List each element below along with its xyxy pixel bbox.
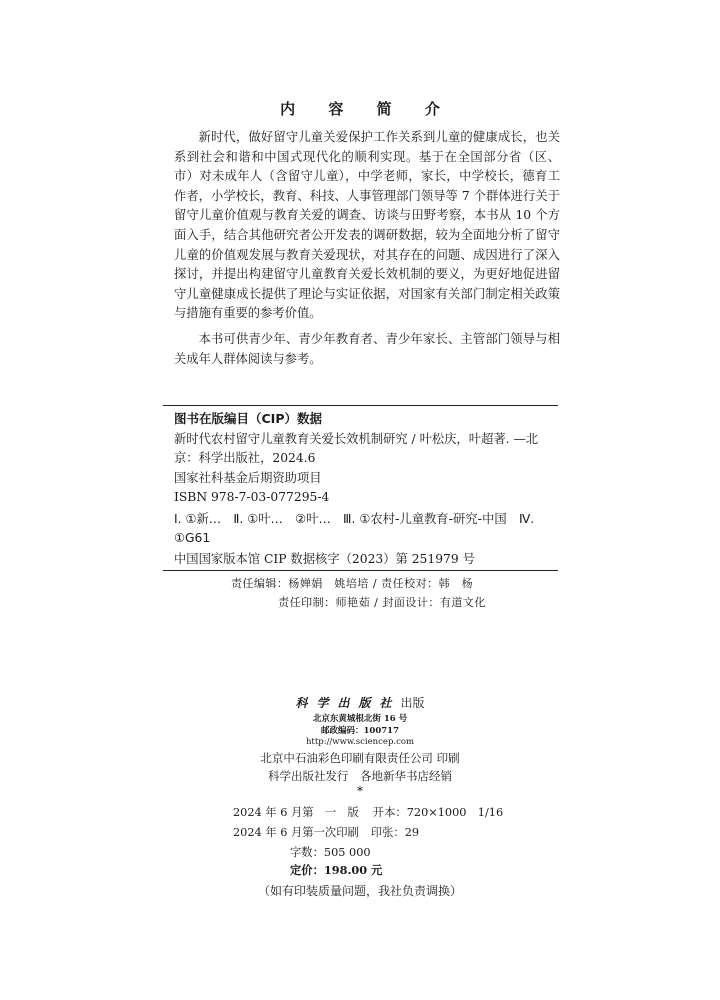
intro-paragraph-1 <box>174 128 560 324</box>
cip-top-rule <box>163 405 558 406</box>
postal-code: 邮政编码：100717 <box>321 726 399 736</box>
cip-isbn-line: ISBN 978-7-03-077295-4 <box>174 490 330 505</box>
cip-title-line: 新时代农村留守儿童教育关爱长效机制研究 / 叶松庆，叶超著. —北京：科学出版社，2024.6 <box>174 432 539 466</box>
editor-credits: 责任编辑：杨婵娟 姚培培 / 责任校对：韩 杨 <box>230 577 474 590</box>
publisher-address: 北京东黄城根北街 16 号 <box>312 714 408 724</box>
printing-line <box>233 824 431 840</box>
cip-bottom-rule <box>163 570 558 571</box>
intro-paragraph-2 <box>174 330 560 369</box>
edition-date: 2024 年 6 月第 一 版 <box>233 806 359 819</box>
intro-title: 内 容 简 介 <box>280 100 454 118</box>
cip-heading: 图书在版编目（CIP）数据 <box>174 411 322 426</box>
edition-line <box>233 804 517 820</box>
publisher-suffix: 出版 <box>400 696 425 710</box>
production-credits: 责任印制：师艳茹 / 封面设计：有道文化 <box>278 596 486 609</box>
publisher-logo: 科学出版社 <box>295 696 401 710</box>
cip-data-number: 中国国家版本馆 CIP 数据核字（2023）第 251979 号 <box>174 552 475 566</box>
book-format: 开本：720×1000 1/16 <box>372 806 504 819</box>
word-count: 字数：505 000 <box>290 846 371 859</box>
price: 定价：198.00 元 <box>290 863 383 877</box>
publisher-line <box>0 694 720 711</box>
separator-asterisk: * <box>357 784 363 798</box>
intro-paragraph-text: 新时代，做好留守儿童关爱保护工作关系到儿童的健康成长，也关系到社会和谐和中国式现代化的顺利实现。基于在全国部分省（区、市）对未成年人（含留守儿童），中学老师，家长，中学校长，德育工作者，小学校长，教育、科技、人事管理部门领导等 7 个群体进行关于留守儿童价值观与教育关爱的调查、访谈与田野考察，本书从 10 个方面入手，结合其他研究者公开发表的调研数据，较为全面地分析了留守儿童的价值观发展与教育关爱现状，对其存在的问题、成因进行了深入探讨，并提出构建留守儿童教育关爱长效机制的要义，为更好地促进留守儿童健康成长提供了理论与实证依据，对国家有关部门制定相关政策与措施有重要的参考价值。 <box>174 130 560 321</box>
cip-classification: Ⅰ. ①新… Ⅱ. ①叶… ②叶… Ⅲ. ①农村-儿童教育-研究-中国 Ⅳ. ①G61 <box>174 512 535 546</box>
distributor-line: 科学出版社发行 各地新华书店经销 <box>268 769 452 783</box>
publisher-website: http://www.sciencep.com <box>305 737 415 747</box>
printed-sheets: 印张：29 <box>370 826 420 839</box>
cip-description <box>174 430 558 508</box>
printer-line: 北京中石油彩色印刷有限责任公司 印刷 <box>260 751 460 765</box>
quality-notice: （如有印装质量问题，我社负责调换） <box>257 884 462 898</box>
cip-funding-line: 国家社科基金后期资助项目 <box>174 470 322 485</box>
intro-paragraph-text: 本书可供青少年、青少年教育者、青少年家长、主管部门领导与相关成年人群体阅读与参考。 <box>174 332 560 366</box>
printing-date: 2024 年 6 月第一次印刷 <box>233 826 359 839</box>
